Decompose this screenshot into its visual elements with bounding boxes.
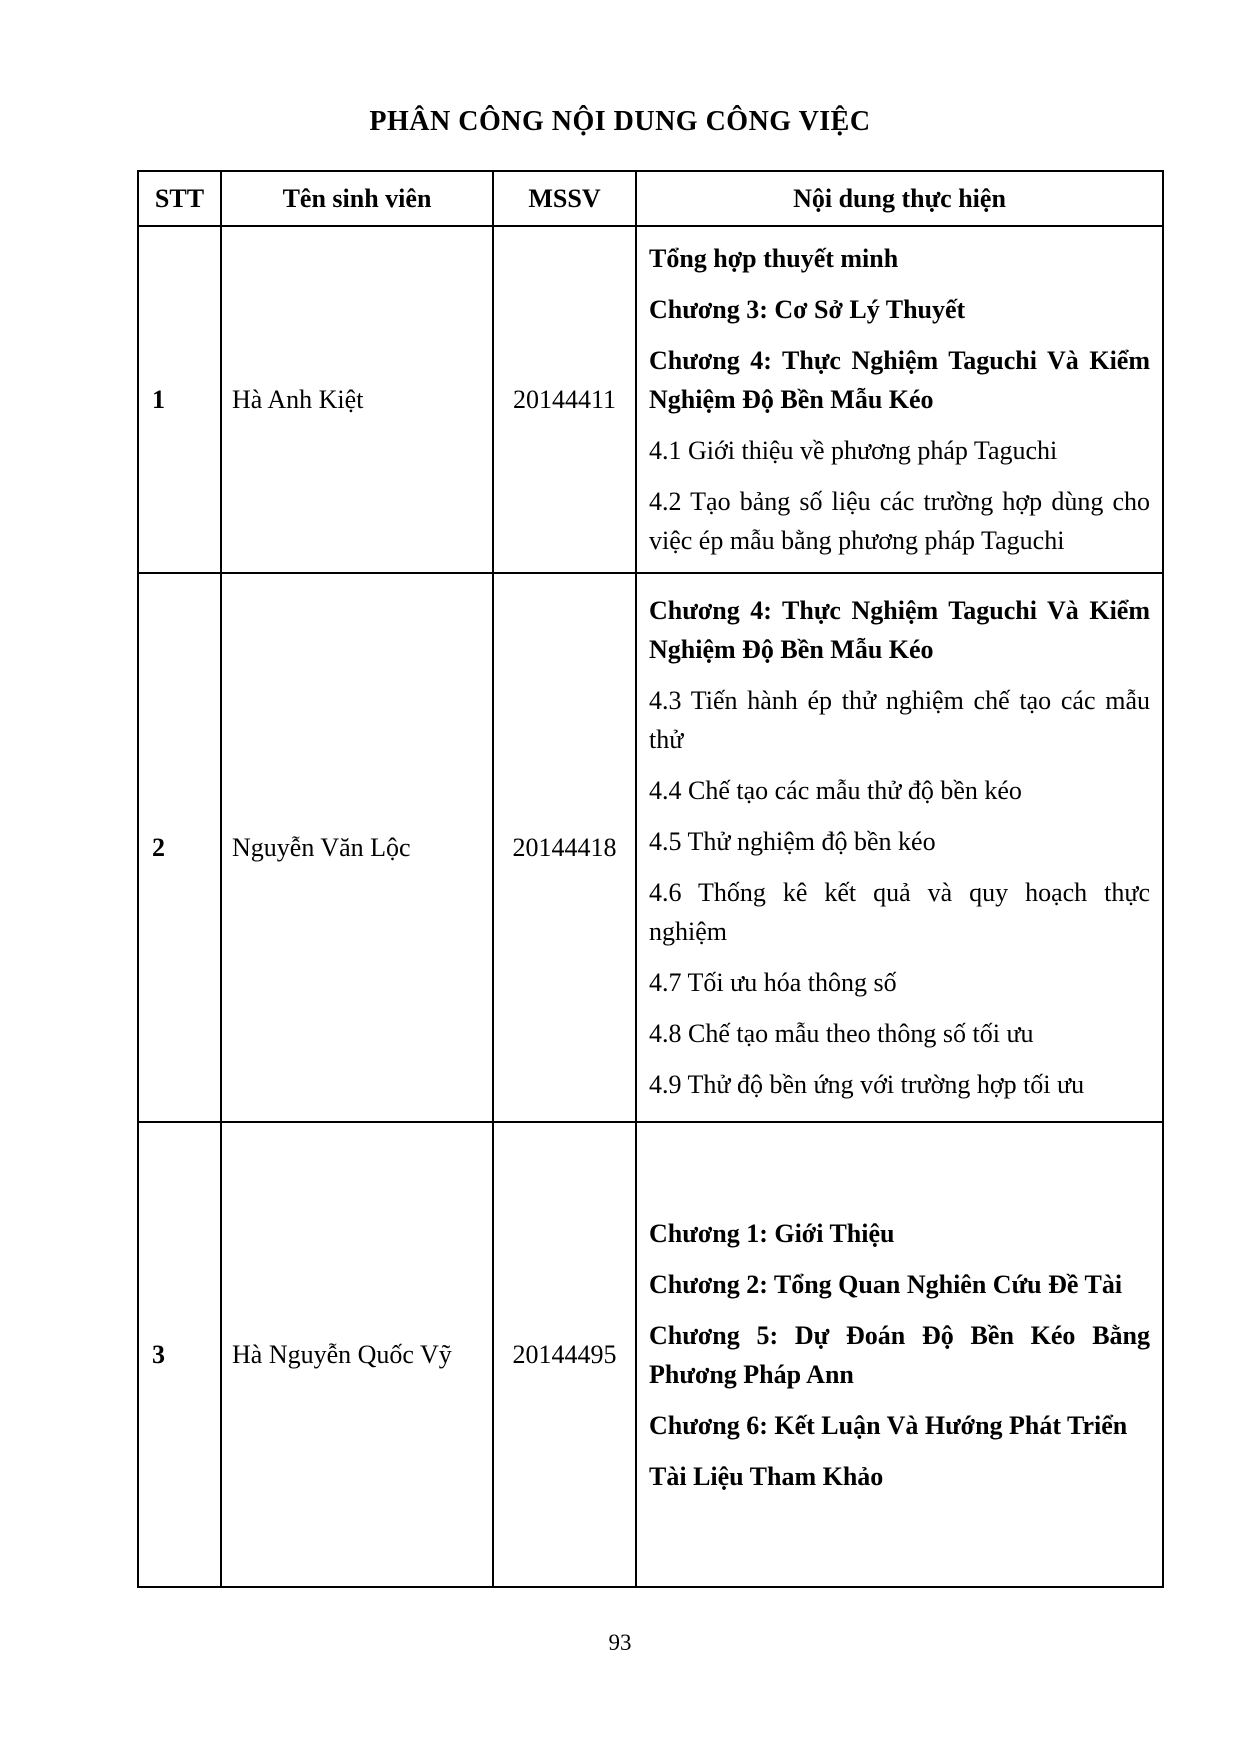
mssv-cell: 20144495 xyxy=(493,1122,636,1587)
table-row xyxy=(138,226,1163,573)
task-item: 4.6 Thống kê kết quả và quy hoạch thực nghiệm xyxy=(649,878,1150,946)
chapter-heading: Chương 3: Cơ Sở Lý Thuyết xyxy=(649,295,966,324)
mssv-cell: 20144411 xyxy=(493,226,636,573)
page-title: PHÂN CÔNG NỘI DUNG CÔNG VIỆC xyxy=(369,106,871,137)
task-item: 4.8 Chế tạo mẫu theo thông số tối ưu xyxy=(649,1019,1034,1048)
student-name-cell: Nguyễn Văn Lộc xyxy=(221,573,493,1122)
chapter-heading: Tài Liệu Tham Khảo xyxy=(649,1461,884,1491)
stt-cell: 3 xyxy=(138,1122,221,1587)
task-item: 4.1 Giới thiệu về phương pháp Taguchi xyxy=(649,436,1058,465)
assignment-table xyxy=(137,170,1164,1588)
task-item: 4.2 Tạo bảng số liệu các trường hợp dùng cho việc ép mẫu bằng phương pháp Taguchi xyxy=(649,487,1150,555)
col-header-stt: STT xyxy=(138,171,221,226)
col-header-student-name: Tên sinh viên xyxy=(221,171,493,226)
tasks-cell xyxy=(636,1122,1163,1587)
task-item: 4.4 Chế tạo các mẫu thử độ bền kéo xyxy=(649,776,1022,805)
col-header-content: Nội dung thực hiện xyxy=(636,171,1163,226)
tasks-cell xyxy=(636,573,1163,1122)
stt-cell: 2 xyxy=(138,573,221,1122)
task-item: 4.5 Thử nghiệm độ bền kéo xyxy=(649,827,936,856)
table-row xyxy=(138,1122,1163,1587)
chapter-heading: Chương 1: Giới Thiệu xyxy=(649,1218,895,1248)
stt-cell: 1 xyxy=(138,226,221,573)
task-item: 4.3 Tiến hành ép thử nghiệm chế tạo các mẫu thử xyxy=(649,686,1150,754)
student-name-cell: Hà Anh Kiệt xyxy=(221,226,493,573)
page-number: 93 xyxy=(608,1630,632,1655)
task-item: 4.9 Thử độ bền ứng với trường hợp tối ưu xyxy=(649,1070,1085,1099)
chapter-heading: Chương 5: Dự Đoán Độ Bền Kéo Bằng Phương Pháp Ann xyxy=(649,1320,1150,1389)
student-name-cell: Hà Nguyễn Quốc Vỹ xyxy=(221,1122,493,1587)
chapter-heading: Chương 4: Thực Nghiệm Taguchi Và Kiểm Nghiệm Độ Bền Mẫu Kéo xyxy=(649,346,1150,414)
task-item: 4.7 Tối ưu hóa thông số xyxy=(649,968,897,997)
chapter-heading: Tổng hợp thuyết minh xyxy=(649,244,899,273)
table-header-row xyxy=(138,171,1163,226)
table-row xyxy=(138,573,1163,1122)
mssv-cell: 20144418 xyxy=(493,573,636,1122)
chapter-heading: Chương 2: Tổng Quan Nghiên Cứu Đề Tài xyxy=(649,1269,1123,1299)
chapter-heading: Chương 6: Kết Luận Và Hướng Phát Triển xyxy=(649,1410,1128,1440)
col-header-mssv: MSSV xyxy=(493,171,636,226)
tasks-cell xyxy=(636,226,1163,573)
chapter-heading: Chương 4: Thực Nghiệm Taguchi Và Kiểm Nghiệm Độ Bền Mẫu Kéo xyxy=(649,596,1150,664)
